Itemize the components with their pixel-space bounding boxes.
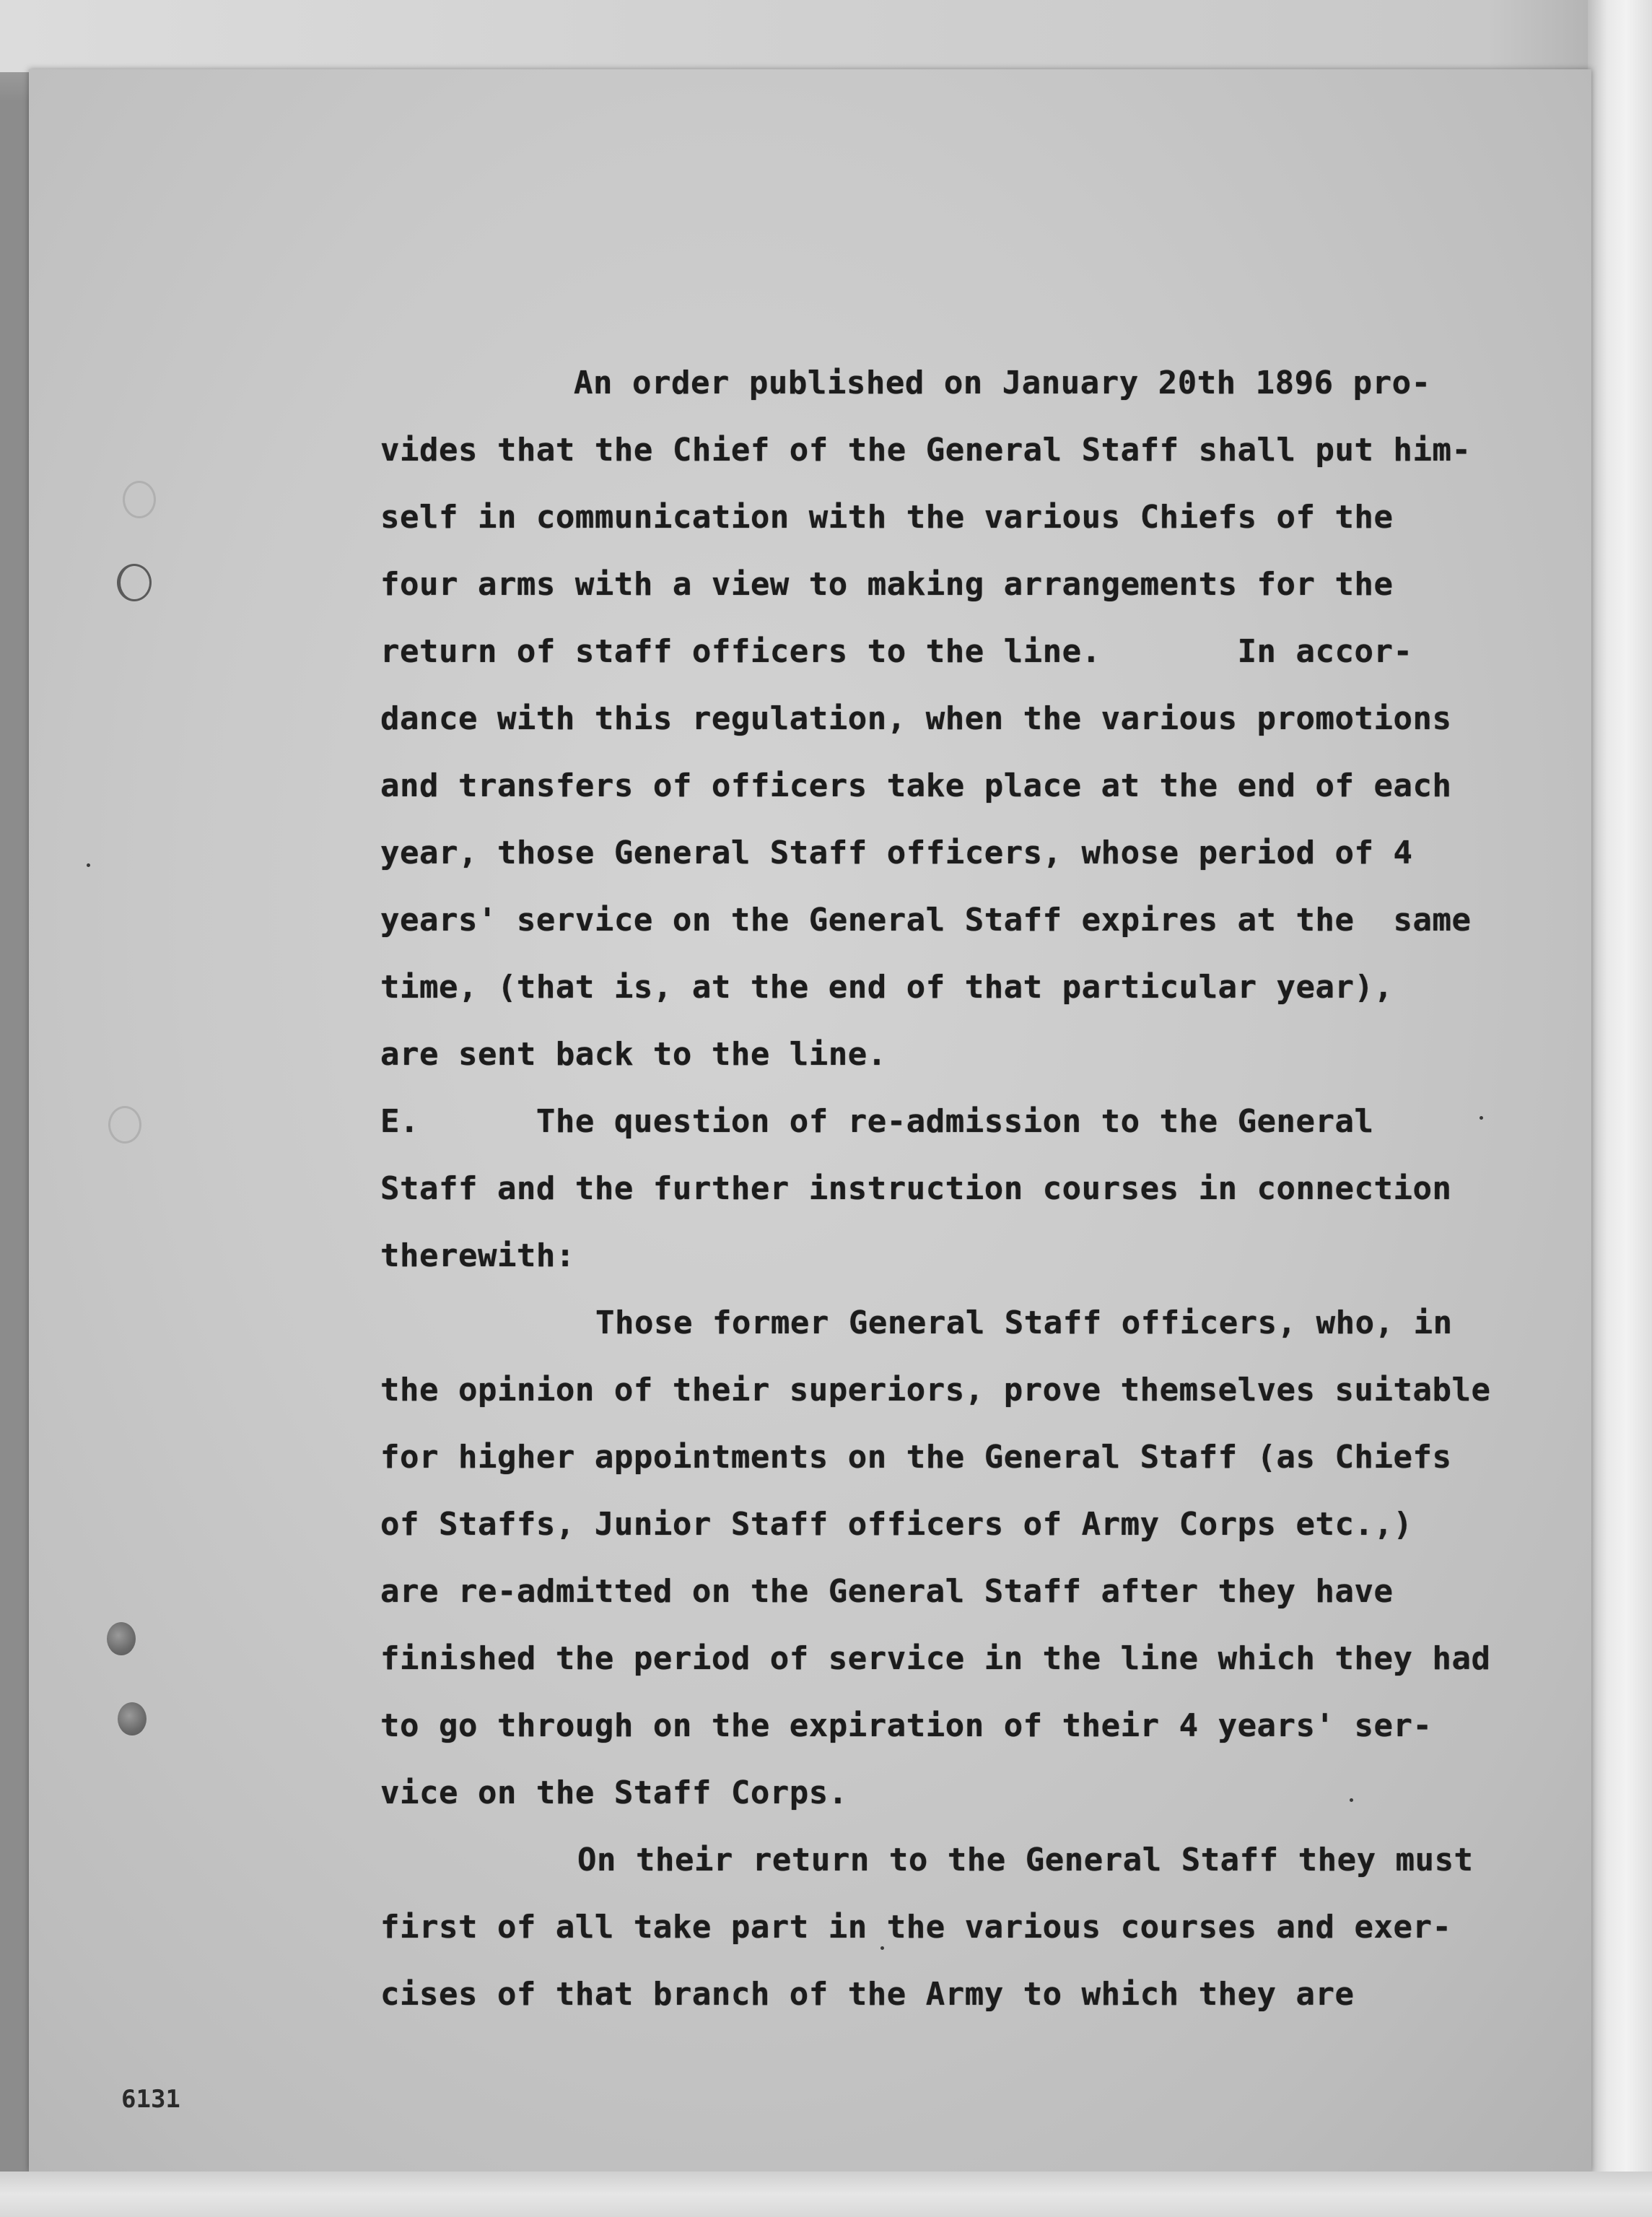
text-line: of Staffs, Junior Staff officers of Army Corps etc.,) [380, 1506, 1413, 1543]
text-line: An order published on January 20th 1896 pro- [574, 365, 1431, 401]
page-number: 6131 [121, 2085, 180, 2114]
text-line: cises of that branch of the Army to which they are [380, 1976, 1355, 2013]
text-line: four arms with a view to making arrangements for the [380, 566, 1394, 603]
text-line: to go through on the expiration of their 4 years' ser- [380, 1707, 1433, 1744]
text-line: and transfers of officers take place at the end of each [380, 767, 1452, 804]
text-line: for higher appointments on the General Staff (as Chiefs [380, 1439, 1452, 1476]
text-line: On their return to the General Staff they must [577, 1842, 1474, 1878]
punch-hole [118, 1702, 147, 1735]
speck [87, 863, 90, 867]
text-line: vice on the Staff Corps. [380, 1774, 848, 1811]
scan-right-margin [1588, 0, 1652, 2217]
text-line: finished the period of service in the line which they had [380, 1640, 1491, 1677]
text-line: Staff and the further instruction courses in connection [380, 1170, 1452, 1207]
text-line: the opinion of their superiors, prove themselves suitable [380, 1372, 1491, 1408]
text-line: are sent back to the line. [380, 1036, 887, 1073]
text-line: vides that the Chief of the General Staff shall put him- [380, 432, 1472, 469]
punch-hole [117, 564, 152, 601]
scan-top-margin [0, 0, 1652, 72]
text-line: are re-admitted on the General Staff after they have [380, 1573, 1394, 1610]
text-line: years' service on the General Staff expires at the same [380, 902, 1472, 938]
punch-hole [123, 481, 156, 518]
text-line: first of all take part in the various courses and exer- [380, 1909, 1452, 1946]
text-line: return of staff officers to the line. In accor- [380, 633, 1413, 670]
punch-hole [108, 1106, 141, 1144]
punch-hole [107, 1622, 136, 1655]
text-line: Those former General Staff officers, who, in [595, 1304, 1453, 1341]
typed-sheet [29, 69, 1591, 2172]
text-line: self in communication with the various Chiefs of the [380, 499, 1394, 536]
text-line: year, those General Staff officers, whose period of 4 [380, 835, 1413, 871]
speck [1480, 1116, 1483, 1120]
speck [1350, 1798, 1353, 1802]
text-line: dance with this regulation, when the various promotions [380, 700, 1452, 737]
scan-bottom-margin [0, 2172, 1652, 2217]
text-line: time, (that is, at the end of that particular year), [380, 969, 1394, 1006]
section-heading: E. The question of re-admission to the General [380, 1103, 1374, 1140]
text-line: therewith: [380, 1237, 575, 1274]
